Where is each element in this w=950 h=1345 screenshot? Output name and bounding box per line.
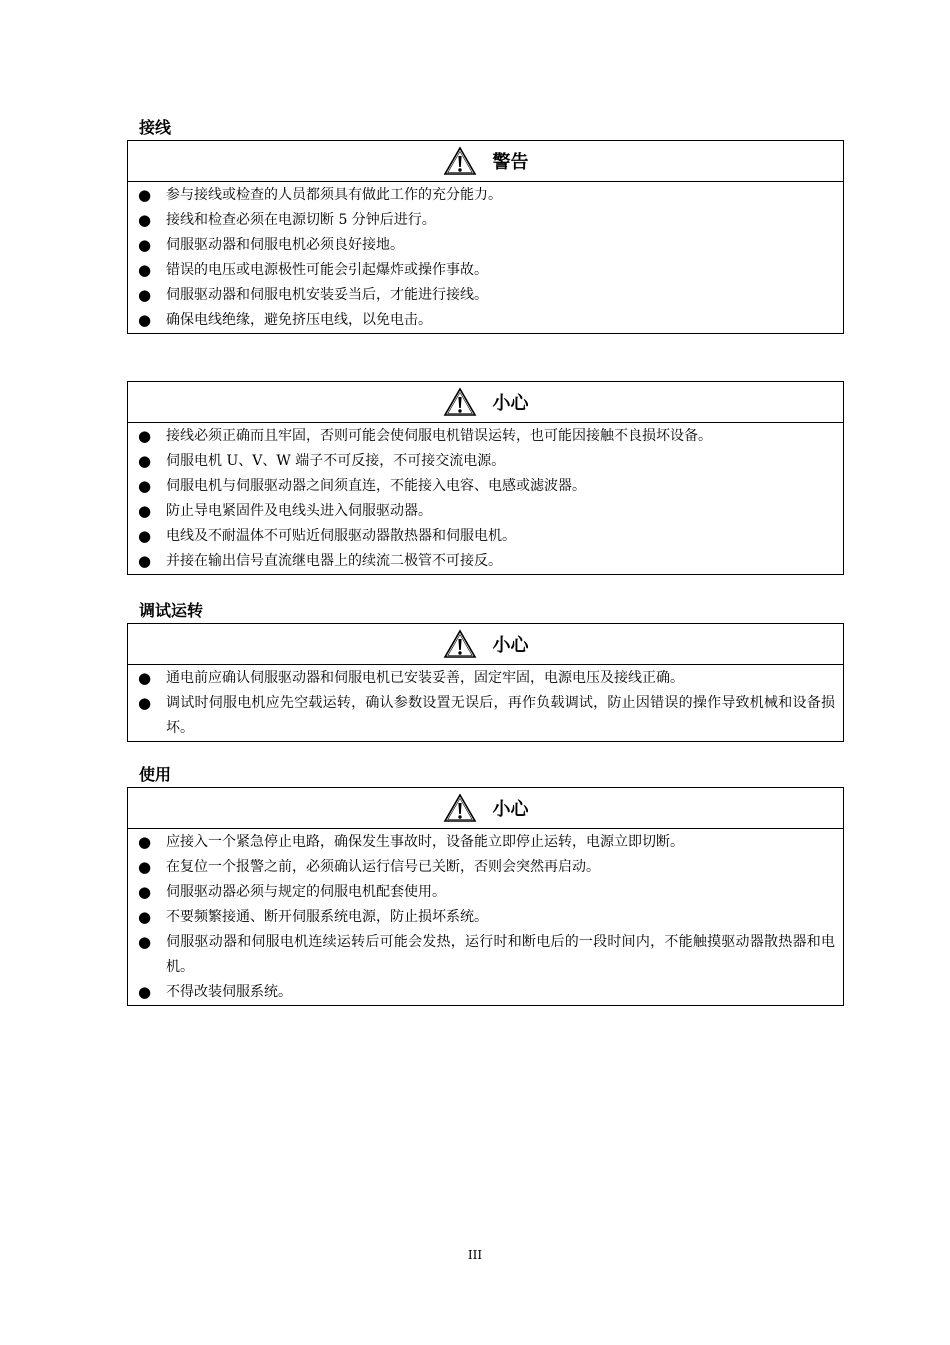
caution-box-usage — [127, 787, 844, 1006]
box-header — [128, 382, 843, 423]
bullet-icon: ● — [138, 286, 152, 304]
warning-triangle-icon — [443, 387, 477, 417]
caution-list — [128, 829, 843, 1005]
list-item: ● 确保电线绝缘，避免挤压电线，以免电击。 — [128, 308, 843, 333]
bullet-icon: ● — [138, 427, 152, 445]
bullet-icon: ● — [138, 694, 152, 712]
list-item: ● 不要频繁接通、断开伺服系统电源，防止损坏系统。 — [128, 905, 843, 930]
list-item: ● 不得改装伺服系统。 — [128, 980, 843, 1005]
bullet-icon: ● — [138, 527, 152, 545]
box-title: 小心 — [492, 635, 529, 656]
box-title: 小心 — [492, 393, 529, 414]
caution-box-wiring — [127, 381, 844, 575]
bullet-icon: ● — [138, 261, 152, 279]
box-header — [128, 624, 843, 665]
list-item: ● 通电前应确认伺服驱动器和伺服电机已安装妥善，固定牢固，电源电压及接线正确。 — [128, 666, 843, 691]
bullet-icon: ● — [138, 983, 152, 1001]
list-item: ● 伺服驱动器和伺服电机安装妥当后，才能进行接线。 — [128, 283, 843, 308]
bullet-icon: ● — [138, 858, 152, 876]
box-title: 警告 — [492, 152, 529, 173]
list-item: ● 调试时伺服电机应先空载运转，确认参数设置无误后，再作负载调试，防止因错误的操作导致机械和设备损坏。 — [128, 691, 843, 741]
warning-triangle-icon — [443, 146, 477, 176]
bullet-icon: ● — [138, 933, 152, 951]
list-item: ● 接线和检查必须在电源切断 5 分钟后进行。 — [128, 208, 843, 233]
warning-triangle-icon — [443, 629, 477, 659]
warning-list — [128, 182, 843, 333]
page-number: III — [467, 1248, 483, 1262]
list-item: ● 伺服电机 U、V、W 端子不可反接，不可接交流电源。 — [128, 449, 843, 474]
list-item: ● 伺服驱动器和伺服电机必须良好接地。 — [128, 233, 843, 258]
list-item: ● 在复位一个报警之前，必须确认运行信号已关断，否则会突然再启动。 — [128, 855, 843, 880]
list-item: ● 参与接线或检查的人员都须具有做此工作的充分能力。 — [128, 183, 843, 208]
list-item: ● 电线及不耐温体不可贴近伺服驱动器散热器和伺服电机。 — [128, 524, 843, 549]
list-item: ● 应接入一个紧急停止电路，确保发生事故时，设备能立即停止运转，电源立即切断。 — [128, 830, 843, 855]
bullet-icon: ● — [138, 186, 152, 204]
section-heading-wiring: 接线 — [139, 118, 172, 137]
section-heading-usage: 使用 — [139, 765, 172, 784]
list-item: ● 伺服驱动器必须与规定的伺服电机配套使用。 — [128, 880, 843, 905]
bullet-icon: ● — [138, 211, 152, 229]
bullet-icon: ● — [138, 552, 152, 570]
list-item: ● 接线必须正确而且牢固，否则可能会使伺服电机错误运转，也可能因接触不良损坏设备。 — [128, 424, 843, 449]
bullet-icon: ● — [138, 236, 152, 254]
box-header — [128, 788, 843, 829]
bullet-icon: ● — [138, 669, 152, 687]
list-item: ● 伺服电机与伺服驱动器之间须直连，不能接入电容、电感或滤波器。 — [128, 474, 843, 499]
caution-box-commissioning — [127, 623, 844, 742]
bullet-icon: ● — [138, 452, 152, 470]
bullet-icon: ● — [138, 477, 152, 495]
bullet-icon: ● — [138, 883, 152, 901]
caution-list — [128, 423, 843, 574]
list-item: ● 错误的电压或电源极性可能会引起爆炸或操作事故。 — [128, 258, 843, 283]
warning-box-wiring — [127, 140, 844, 334]
section-heading-commissioning: 调试运转 — [139, 601, 204, 620]
bullet-icon: ● — [138, 311, 152, 329]
warning-triangle-icon — [443, 793, 477, 823]
list-item: ● 伺服驱动器和伺服电机连续运转后可能会发热，运行时和断电后的一段时间内，不能触摸驱动器散热器和电机。 — [128, 930, 843, 980]
caution-list — [128, 665, 843, 741]
bullet-icon: ● — [138, 502, 152, 520]
list-item: ● 防止导电紧固件及电线头进入伺服驱动器。 — [128, 499, 843, 524]
bullet-icon: ● — [138, 833, 152, 851]
box-header — [128, 141, 843, 182]
box-title: 小心 — [492, 799, 529, 820]
list-item: ● 并接在输出信号直流继电器上的续流二极管不可接反。 — [128, 549, 843, 574]
bullet-icon: ● — [138, 908, 152, 926]
